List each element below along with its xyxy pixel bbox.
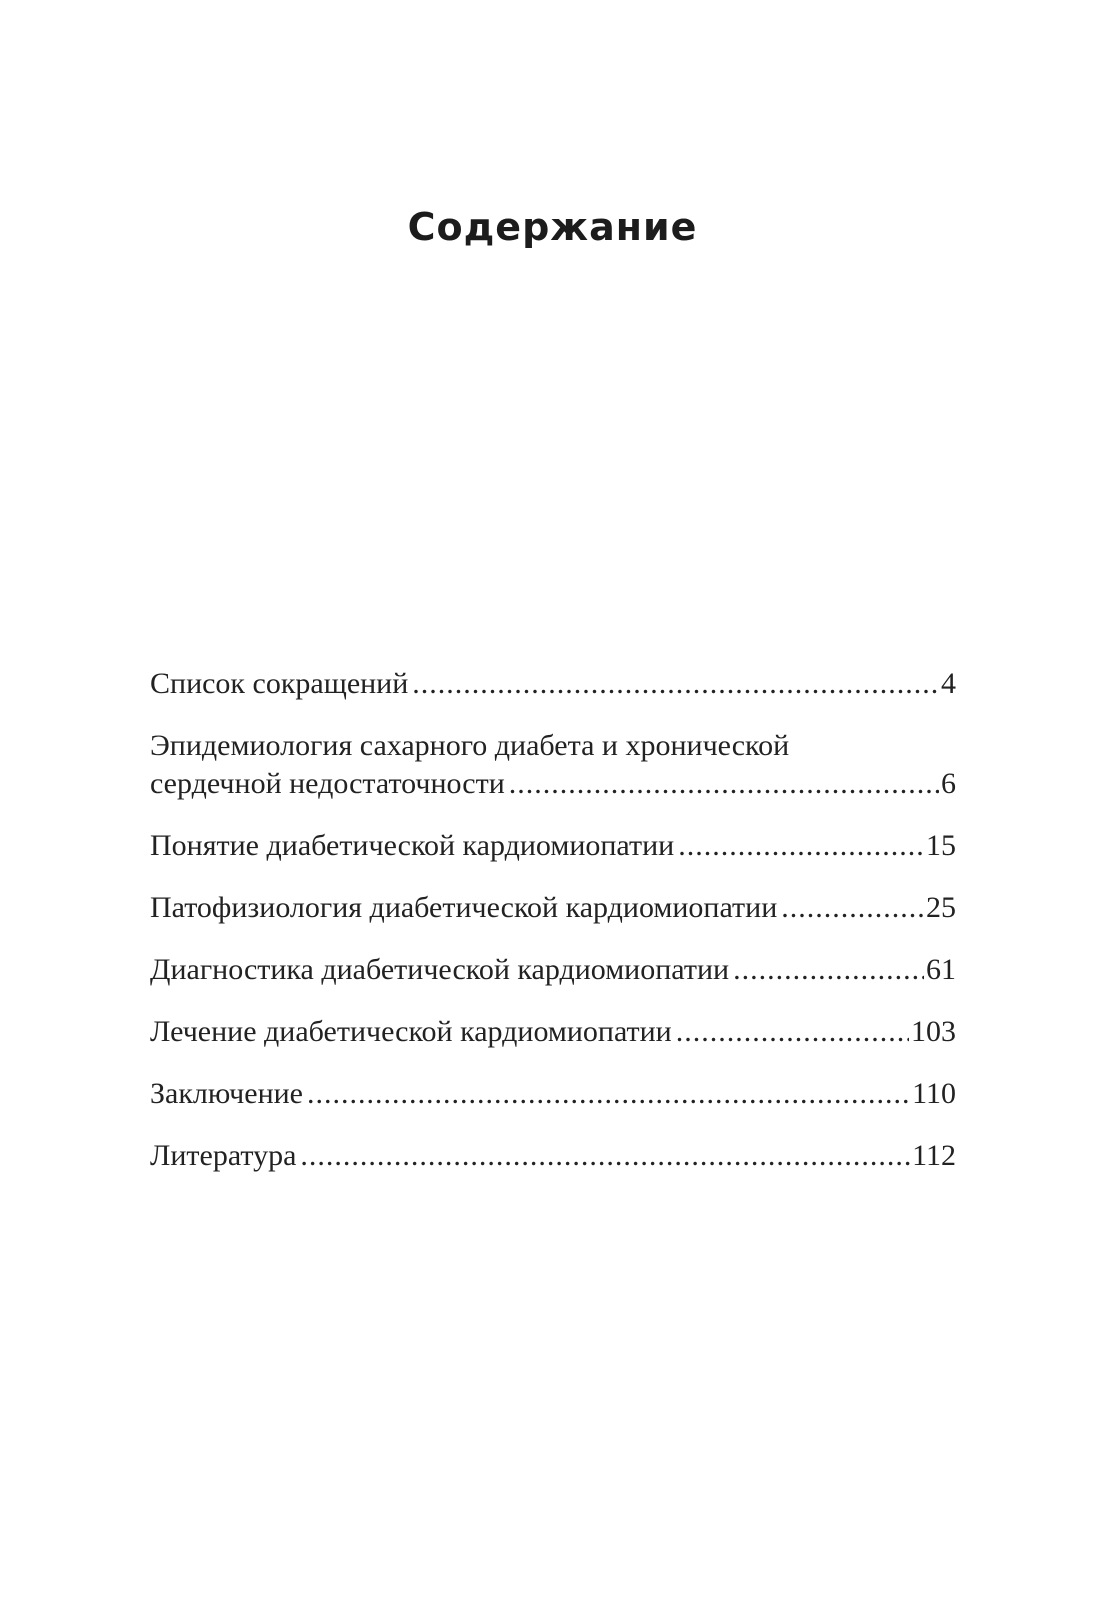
dot-leader bbox=[307, 1075, 910, 1113]
toc-entry-title: Патофизиология диабетической кардиомиопатии bbox=[150, 891, 778, 924]
toc-entry-title: Понятие диабетической кардиомиопатии bbox=[150, 829, 675, 862]
toc-entry-title: Лечение диабетической кардиомиопатии bbox=[150, 1015, 672, 1048]
toc-line bbox=[150, 951, 956, 989]
toc-line bbox=[150, 1075, 956, 1113]
toc-page-number: 112 bbox=[912, 1139, 956, 1172]
toc-page-number: 15 bbox=[926, 829, 956, 862]
toc-line bbox=[150, 665, 956, 703]
toc-page-number: 4 bbox=[941, 667, 956, 700]
dot-leader bbox=[300, 1137, 910, 1175]
toc-entry[interactable] bbox=[150, 1137, 956, 1175]
toc-line bbox=[150, 889, 956, 927]
dot-leader bbox=[412, 665, 939, 703]
page-title: Содержание bbox=[407, 205, 698, 249]
toc-page-number: 25 bbox=[926, 891, 956, 924]
toc-entry-title: Список сокращений bbox=[150, 667, 409, 700]
dot-leader bbox=[676, 1013, 909, 1051]
toc-entry[interactable] bbox=[150, 827, 956, 865]
toc-page-number: 103 bbox=[911, 1015, 956, 1048]
toc-entry[interactable] bbox=[150, 727, 956, 803]
toc-entry-title-line1: Эпидемиология сахарного диабета и хронической bbox=[150, 729, 790, 762]
toc-line bbox=[150, 827, 956, 865]
toc-entry-title-line2: сердечной недостаточности bbox=[150, 767, 505, 800]
toc-page-number: 61 bbox=[926, 953, 956, 986]
table-of-contents bbox=[150, 665, 956, 1199]
toc-page-number: 110 bbox=[912, 1077, 956, 1110]
toc-entry-title: Диагностика диабетической кардиомиопатии bbox=[150, 953, 730, 986]
dot-leader bbox=[781, 889, 924, 927]
toc-entry[interactable] bbox=[150, 1075, 956, 1113]
toc-line bbox=[150, 1137, 956, 1175]
toc-entry[interactable] bbox=[150, 1013, 956, 1051]
toc-entry-title: Заключение bbox=[150, 1077, 303, 1110]
toc-entry[interactable] bbox=[150, 665, 956, 703]
dot-leader bbox=[509, 765, 939, 803]
toc-line bbox=[150, 765, 956, 803]
toc-entry-title: Литература bbox=[150, 1139, 297, 1172]
toc-page-number: 6 bbox=[941, 767, 956, 800]
toc-line bbox=[150, 1013, 956, 1051]
dot-leader bbox=[733, 951, 924, 989]
toc-entry[interactable] bbox=[150, 951, 956, 989]
toc-entry[interactable] bbox=[150, 889, 956, 927]
dot-leader bbox=[678, 827, 924, 865]
